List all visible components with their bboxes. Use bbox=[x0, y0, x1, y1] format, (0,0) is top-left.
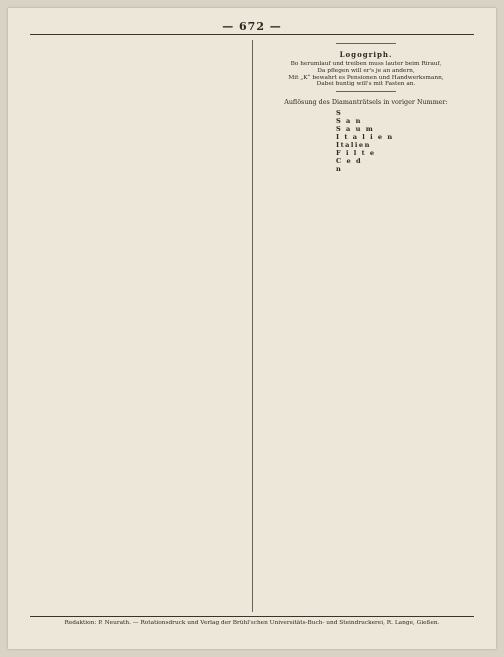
solution-word: S a u m bbox=[336, 125, 375, 134]
solution-separator bbox=[336, 91, 396, 92]
solution-word: C e d bbox=[336, 157, 363, 166]
left-column bbox=[30, 40, 246, 612]
puzzle-line: Dabei buntig will's mit Fasten an. bbox=[316, 81, 416, 88]
solution-word: I t a l i e n bbox=[336, 133, 394, 142]
solution-word: n bbox=[336, 165, 343, 174]
imprint-footer: Redaktion: P. Neurath. — Rotationsdruck und Verlag der Brühl'schen Universitäts-Buch- und Steindruckerei, R. Lange, Gießen. bbox=[64, 620, 440, 626]
puzzle-text bbox=[258, 61, 474, 88]
solution-title: Auflösung des Diamanträtsels in voriger Nummer: bbox=[284, 98, 448, 107]
column-divider bbox=[252, 40, 253, 612]
solution-word: S a n bbox=[336, 117, 362, 126]
newspaper-page bbox=[8, 8, 496, 649]
page-number: — 672 — bbox=[222, 20, 282, 33]
top-rule bbox=[30, 34, 474, 35]
solution-word: S bbox=[336, 109, 343, 118]
puzzle-line: Bo herumlauf und treiben muss lauter beim Rirauf, bbox=[290, 61, 442, 67]
puzzle-line: Mit „K“ bewahrt es Pensionen und Handwerksmann, bbox=[288, 74, 444, 81]
puzzle-title: Logogriph. bbox=[339, 50, 393, 59]
solution-word: F i l t e bbox=[336, 149, 376, 158]
puzzle-line: Da pflegen will er's je an andern, bbox=[317, 67, 415, 74]
puzzle-separator bbox=[336, 43, 396, 44]
right-column bbox=[258, 40, 474, 612]
bottom-rule bbox=[30, 616, 474, 617]
solution-word-list bbox=[336, 109, 396, 173]
solution-word: Italien bbox=[336, 141, 371, 150]
